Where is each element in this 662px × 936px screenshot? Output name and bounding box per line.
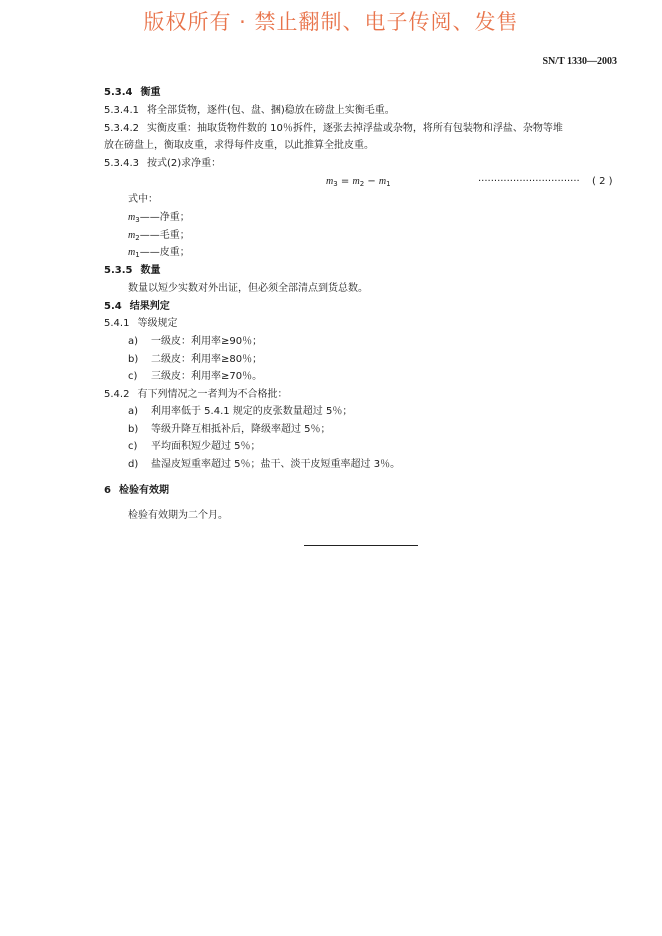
section-5-4-heading bbox=[104, 300, 170, 314]
section-5-3-4-3 bbox=[104, 157, 221, 171]
list-label: d) bbox=[128, 459, 139, 470]
section-6-heading bbox=[104, 484, 169, 498]
def-sub: 2 bbox=[135, 234, 140, 242]
section-number: 5.3.5 bbox=[104, 265, 133, 276]
list-text: 利用率低于 5.4.1 规定的皮张数量超过 5％； bbox=[151, 406, 353, 417]
paragraph-text: 有下列情况之一者判为不合格批： bbox=[137, 389, 288, 400]
list-text: 盐湿皮短重率超过 5％；盐干、淡干皮短重率超过 3％。 bbox=[151, 459, 401, 470]
section-title: 衡重 bbox=[140, 87, 161, 98]
def-sub: 3 bbox=[135, 216, 140, 224]
list-item bbox=[128, 458, 400, 472]
section-number: 5.4.2 bbox=[104, 389, 130, 400]
section-title: 检验有效期 bbox=[118, 485, 169, 496]
section-6-text: 检验有效期为二个月。 bbox=[128, 510, 228, 521]
section-number: 5.3.4.3 bbox=[104, 158, 139, 169]
section-5-3-4-heading bbox=[104, 86, 160, 100]
def-var: m bbox=[128, 230, 136, 241]
paragraph-text: 按式(2)求净重： bbox=[147, 158, 222, 169]
section-5-4-1 bbox=[104, 317, 177, 331]
section-5-3-4-2-continued: 放在磅盘上，衡取皮重，求得每件皮重，以此推算全批皮重。 bbox=[104, 140, 374, 151]
list-item bbox=[128, 335, 262, 349]
section-title: 结果判定 bbox=[129, 301, 170, 312]
section-number: 5.3.4 bbox=[104, 87, 133, 98]
section-title: 等级规定 bbox=[137, 318, 178, 329]
list-label: b) bbox=[128, 424, 139, 435]
list-label: c) bbox=[128, 371, 138, 382]
formula-var: m bbox=[326, 176, 334, 187]
section-number: 5.3.4.1 bbox=[104, 105, 139, 116]
def-var: m bbox=[128, 212, 136, 223]
list-item bbox=[128, 440, 261, 454]
list-item bbox=[128, 405, 352, 419]
list-label: b) bbox=[128, 354, 139, 365]
def-desc: ——皮重； bbox=[139, 247, 190, 258]
formula-op: − bbox=[364, 176, 379, 187]
where-label: 式中： bbox=[128, 194, 158, 205]
section-5-4-2 bbox=[104, 388, 287, 402]
list-item bbox=[128, 370, 262, 384]
section-number: 6 bbox=[104, 485, 111, 496]
list-item bbox=[128, 353, 262, 367]
formula-var: m bbox=[378, 176, 387, 187]
formula-number: ( 2 ) bbox=[592, 176, 613, 187]
formula bbox=[326, 175, 391, 191]
paragraph-text: 实衡皮重：抽取货物件数的 10％拆件，逐张去掉浮盐或杂物，将所有包装物和浮盐、杂物等堆 bbox=[147, 123, 563, 134]
section-number: 5.4.1 bbox=[104, 318, 130, 329]
definition-item bbox=[128, 246, 190, 262]
standard-code: SN/T 1330—2003 bbox=[542, 56, 617, 67]
list-text: 等级升降互相抵补后，降级率超过 5％； bbox=[151, 424, 331, 435]
formula-var: m bbox=[352, 176, 360, 187]
section-number: 5.4 bbox=[104, 301, 122, 312]
definition-item bbox=[128, 211, 190, 227]
section-5-3-5-text: 数量以短少实数对外出证，但必须全部清点到货总数。 bbox=[128, 283, 368, 294]
def-var: m bbox=[128, 247, 136, 258]
formula-op: = bbox=[337, 176, 353, 187]
list-text: 三级皮：利用率≥70％。 bbox=[151, 371, 263, 382]
formula-sub: 1 bbox=[386, 180, 391, 188]
paragraph-text: 将全部货物，逐件(包、盘、捆)稳放在磅盘上实衡毛重。 bbox=[147, 105, 395, 116]
list-text: 平均面积短少超过 5％； bbox=[151, 441, 261, 452]
section-5-3-5-heading bbox=[104, 264, 160, 278]
formula-sub: 3 bbox=[333, 180, 338, 188]
formula-sub: 2 bbox=[359, 180, 365, 188]
list-label: a) bbox=[128, 406, 139, 417]
def-desc: ——毛重； bbox=[139, 230, 190, 241]
def-sub: 1 bbox=[135, 251, 140, 259]
watermark: 版权所有 · 禁止翻制、电子传阅、发售 bbox=[143, 10, 519, 34]
end-rule bbox=[304, 545, 418, 546]
section-5-3-4-2 bbox=[104, 122, 563, 136]
list-text: 一级皮：利用率≥90％； bbox=[151, 336, 263, 347]
section-5-3-4-1 bbox=[104, 104, 395, 118]
list-label: a) bbox=[128, 336, 139, 347]
section-title: 数量 bbox=[140, 265, 161, 276]
list-item bbox=[128, 423, 331, 437]
def-desc: ——净重； bbox=[139, 212, 190, 223]
formula-leader-dots: ································ bbox=[478, 176, 580, 187]
definition-item bbox=[128, 229, 190, 245]
section-number: 5.3.4.2 bbox=[104, 123, 139, 134]
list-label: c) bbox=[128, 441, 138, 452]
list-text: 二级皮：利用率≥80％； bbox=[151, 354, 263, 365]
